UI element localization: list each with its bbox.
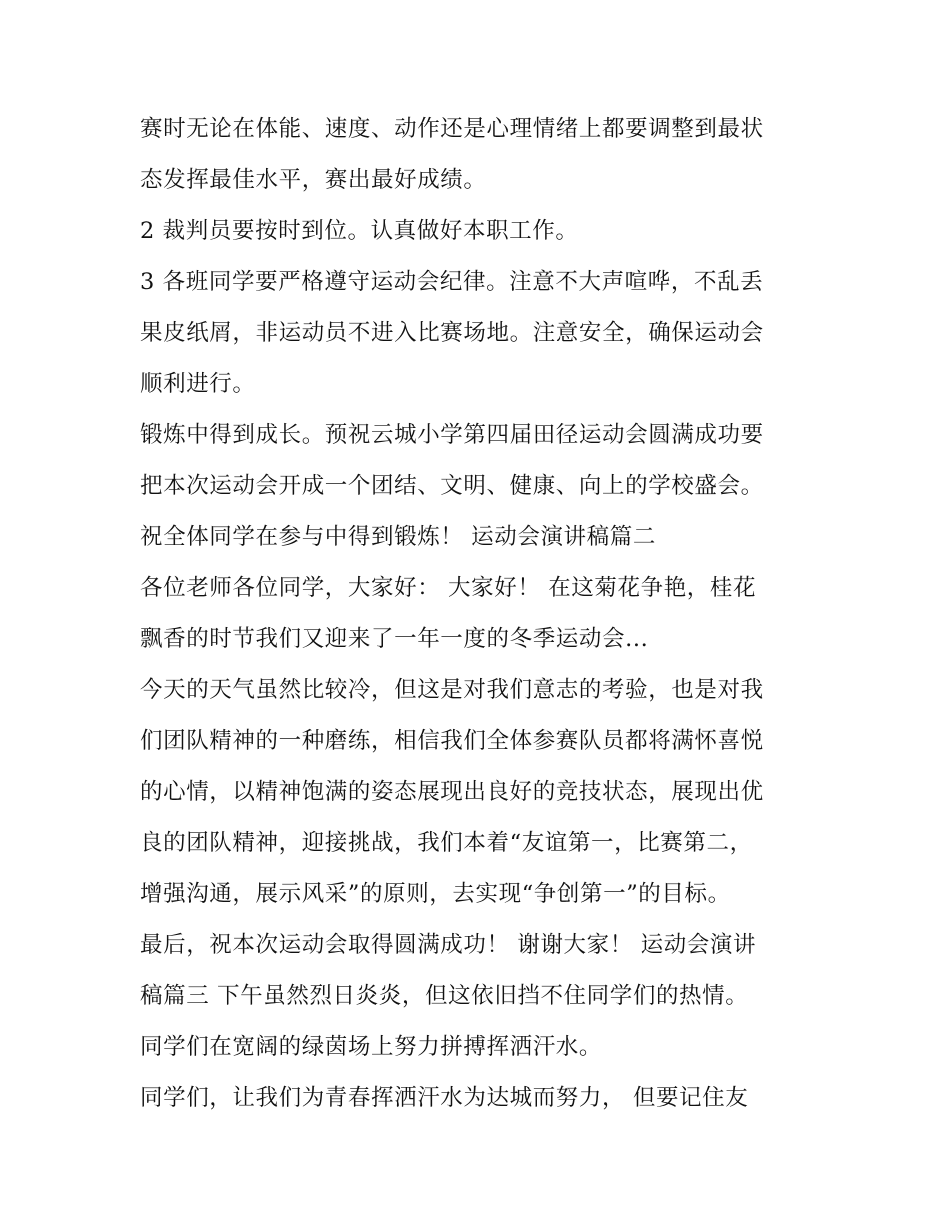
text-line: 2 裁判员要按时到位。认真做好本职工作。: [140, 218, 579, 244]
text-line: 果皮纸屑，非运动员不进入比赛场地。注意安全，确保运动会: [140, 320, 764, 346]
text-line: 3 各班同学要严格遵守运动会纪律。注意不大声喧哗，不乱丢: [140, 269, 764, 295]
text-line: 态发挥最佳水平，赛出最好成绩。: [140, 167, 487, 193]
text-line: 祝全体同学在参与中得到锻炼！ 运动会演讲稿篇二: [140, 524, 656, 550]
document-body: [140, 104, 830, 1124]
text-line: 的心情，以精神饱满的姿态展现出良好的竞技状态，展现出优: [140, 779, 764, 805]
text-line: 今天的天气虽然比较冷，但这是对我们意志的考验，也是对我: [140, 677, 764, 703]
text-line: 最后，祝本次运动会取得圆满成功！ 谢谢大家！ 运动会演讲: [140, 932, 757, 958]
text-line: 锻炼中得到成长。预祝云城小学第四届田径运动会圆满成功要: [140, 422, 764, 448]
text-line: 们团队精神的一种磨练，相信我们全体参赛队员都将满怀喜悦: [140, 728, 764, 754]
text-line: 稿篇三 下午虽然烈日炎炎，但这依旧挡不住同学们的热情。: [140, 983, 749, 1009]
text-line: 良的团队精神，迎接挑战，我们本着“友谊第一，比赛第二，: [140, 830, 753, 856]
text-line: 同学们，让我们为青春挥洒汗水为达城而努力， 但要记住友: [140, 1085, 749, 1111]
text-line: 把本次运动会开成一个团结、文明、健康、向上的学校盛会。: [140, 473, 764, 499]
text-line: 同学们在宽阔的绿茵场上努力拼搏挥洒汗水。: [140, 1034, 603, 1060]
text-line: 赛时无论在体能、速度、动作还是心理情绪上都要调整到最状: [140, 116, 764, 142]
text-line: 飘香的时节我们又迎来了一年一度的冬季运动会...: [140, 626, 649, 652]
text-line: 顺利进行。: [140, 371, 256, 397]
text-line: 各位老师各位同学，大家好： 大家好！ 在这菊花争艳，桂花: [140, 575, 757, 601]
text-line: 增强沟通，展示风采”的原则，去实现“争创第一”的目标。: [140, 881, 731, 907]
